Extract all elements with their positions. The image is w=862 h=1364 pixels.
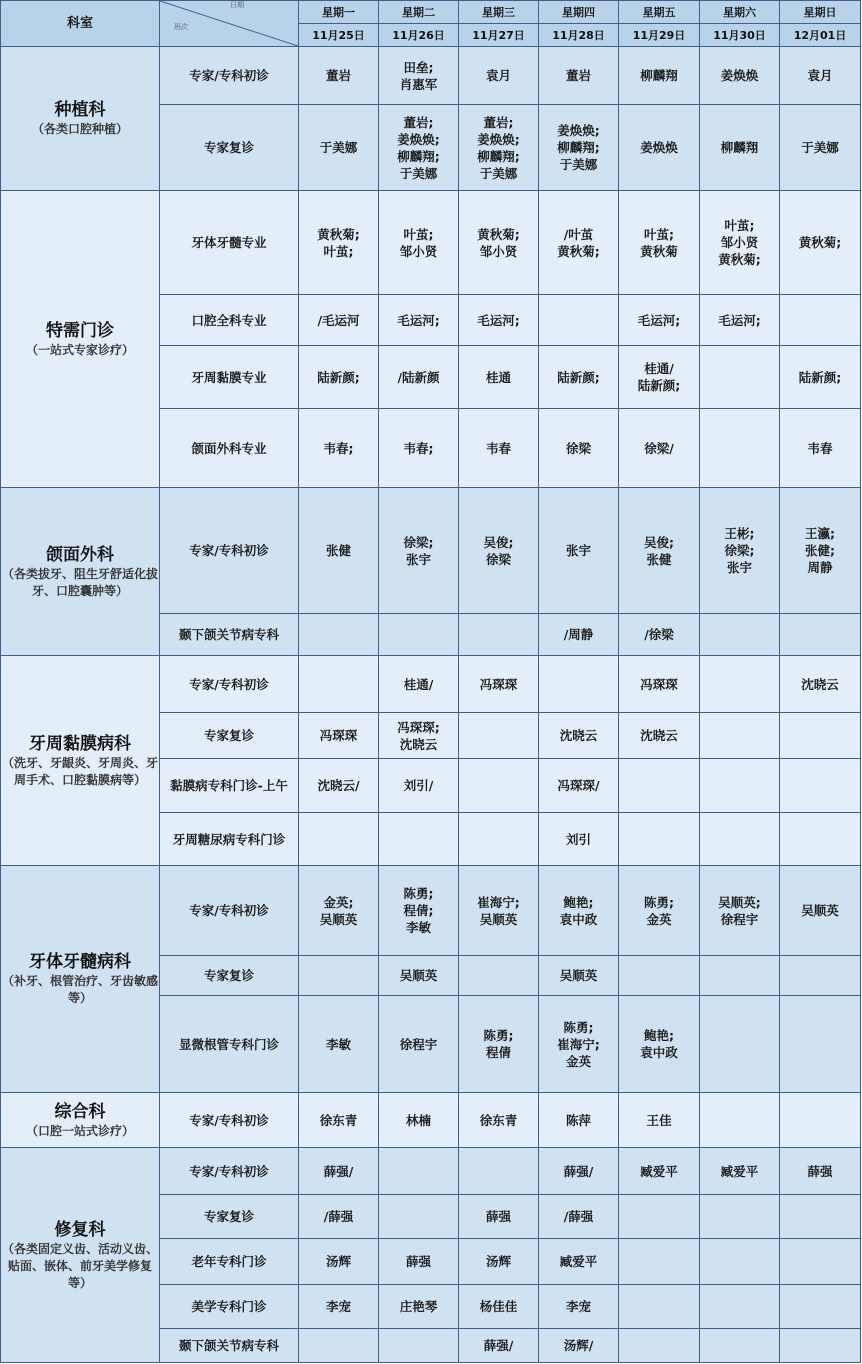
department-cell xyxy=(1,866,160,1093)
department-description: （补牙、根管治疗、牙齿敏感等） xyxy=(2,974,159,1005)
table-header xyxy=(1,1,861,47)
doctor-schedule-cell xyxy=(619,1195,700,1239)
department-cell xyxy=(1,191,160,488)
date-header: 11月28日 xyxy=(539,24,619,47)
dept-column-header: 科室 xyxy=(1,1,160,47)
department-name: 牙体牙髓病科 xyxy=(29,952,131,972)
doctor-schedule-cell: /叶茧 黄秋菊; xyxy=(539,191,619,295)
doctor-schedule-cell: /周静 xyxy=(539,614,619,656)
doctor-schedule-cell xyxy=(459,956,539,996)
doctor-schedule-cell: 徐东青 xyxy=(299,1093,379,1148)
doctor-schedule-cell xyxy=(700,1285,780,1329)
doctor-schedule-cell: 薛强/ xyxy=(299,1148,379,1195)
department-name: 牙周黏膜病科 xyxy=(29,733,131,754)
doctor-schedule-cell: 陈勇; 金英 xyxy=(619,866,700,956)
session-type-cell: 专家/专科初诊 xyxy=(160,866,299,956)
department-description: （口腔一站式诊疗） xyxy=(25,1123,134,1138)
doctor-schedule-cell: 柳麟翔 xyxy=(700,105,780,191)
doctor-schedule-cell: 臧爱平 xyxy=(619,1148,700,1195)
doctor-schedule-cell: 鲍艳; 袁中政 xyxy=(539,866,619,956)
session-type-cell: 专家/专科初诊 xyxy=(160,488,299,614)
doctor-schedule-cell: 李宠 xyxy=(299,1285,379,1329)
doctor-schedule-cell: 黄秋菊; 邹小贤 xyxy=(459,191,539,295)
table-body xyxy=(1,47,861,1363)
doctor-schedule-cell xyxy=(379,813,459,866)
doctor-schedule-cell: 沈晓云 xyxy=(539,713,619,759)
doctor-schedule-cell: 毛运河; xyxy=(459,295,539,346)
doctor-schedule-cell xyxy=(700,1329,780,1363)
doctor-schedule-cell xyxy=(459,614,539,656)
doctor-schedule-cell xyxy=(299,614,379,656)
doctor-schedule-cell xyxy=(619,759,700,813)
department-name: 综合科 xyxy=(54,1101,106,1122)
table-row xyxy=(1,47,861,105)
doctor-schedule-cell xyxy=(700,956,780,996)
doctor-schedule-cell: 庄艳琴 xyxy=(379,1285,459,1329)
doctor-schedule-cell: 于美娜 xyxy=(780,105,861,191)
department-cell xyxy=(1,488,160,656)
doctor-schedule-cell xyxy=(619,1285,700,1329)
doctor-schedule-cell: 黄秋菊; xyxy=(780,191,861,295)
weekday-header: 星期五 xyxy=(619,1,700,24)
session-type-cell: 牙体牙髓专业 xyxy=(160,191,299,295)
date-header: 11月30日 xyxy=(700,24,780,47)
session-type-cell: 口腔全科专业 xyxy=(160,295,299,346)
doctor-schedule-cell: 田垒; 肖惠军 xyxy=(379,47,459,105)
doctor-schedule-cell: 于美娜 xyxy=(299,105,379,191)
doctor-schedule-cell: 汤辉 xyxy=(459,1239,539,1285)
doctor-schedule-cell xyxy=(459,1148,539,1195)
table-row xyxy=(1,866,861,956)
doctor-schedule-cell: 柳麟翔 xyxy=(619,47,700,105)
doctor-schedule-cell: 徐梁; 张宇 xyxy=(379,488,459,614)
doctor-schedule-cell: 汤辉 xyxy=(299,1239,379,1285)
doctor-schedule-cell: 董岩 xyxy=(299,47,379,105)
doctor-schedule-cell: 金英; 吴顺英 xyxy=(299,866,379,956)
doctor-schedule-cell: 董岩; 姜焕焕; 柳麟翔; 于美娜 xyxy=(379,105,459,191)
doctor-schedule-cell: 吴顺英 xyxy=(780,866,861,956)
doctor-schedule-cell: 徐程宇 xyxy=(379,996,459,1093)
doctor-schedule-cell xyxy=(299,813,379,866)
doctor-schedule-cell: 薛强 xyxy=(379,1239,459,1285)
doctor-schedule-cell: /毛运河 xyxy=(299,295,379,346)
doctor-schedule-cell: 王瀛; 张健; 周静 xyxy=(780,488,861,614)
doctor-schedule-cell: 冯琛琛; 沈晓云 xyxy=(379,713,459,759)
session-type-cell: 美学专科门诊 xyxy=(160,1285,299,1329)
doctor-schedule-cell: 叶茧; 邹小贤 黄秋菊; xyxy=(700,191,780,295)
session-type-cell: 牙周糖尿病专科门诊 xyxy=(160,813,299,866)
doctor-schedule-cell xyxy=(299,656,379,713)
doctor-schedule-cell xyxy=(780,1195,861,1239)
doctor-schedule-cell: 沈晓云 xyxy=(780,656,861,713)
doctor-schedule-cell xyxy=(780,956,861,996)
table-row xyxy=(1,488,861,614)
doctor-schedule-cell xyxy=(700,409,780,488)
weekday-header: 星期二 xyxy=(379,1,459,24)
doctor-schedule-cell: 韦春 xyxy=(780,409,861,488)
date-header: 11月26日 xyxy=(379,24,459,47)
doctor-schedule-cell: /薛强 xyxy=(299,1195,379,1239)
doctor-schedule-cell: 韦春; xyxy=(299,409,379,488)
doctor-schedule-cell xyxy=(780,713,861,759)
department-name: 颌面外科 xyxy=(46,544,114,565)
doctor-schedule-cell: 臧爱平 xyxy=(700,1148,780,1195)
doctor-schedule-cell xyxy=(619,1329,700,1363)
doctor-schedule-cell: 汤辉/ xyxy=(539,1329,619,1363)
doctor-schedule-cell: 毛运河; xyxy=(619,295,700,346)
doctor-schedule-cell: 桂通 xyxy=(459,346,539,409)
doctor-schedule-cell xyxy=(700,759,780,813)
doctor-schedule-cell xyxy=(700,996,780,1093)
doctor-schedule-cell xyxy=(459,813,539,866)
doctor-schedule-cell xyxy=(379,1195,459,1239)
doctor-schedule-cell xyxy=(700,346,780,409)
department-name: 修复科 xyxy=(54,1219,106,1240)
doctor-schedule-cell: 张宇 xyxy=(539,488,619,614)
doctor-schedule-cell: 冯琛琛 xyxy=(459,656,539,713)
doctor-schedule-cell xyxy=(700,713,780,759)
doctor-schedule-cell: 姜焕焕 xyxy=(619,105,700,191)
session-type-cell: 专家复诊 xyxy=(160,956,299,996)
doctor-schedule-cell: /薛强 xyxy=(539,1195,619,1239)
doctor-schedule-cell xyxy=(539,656,619,713)
doctor-schedule-cell: 韦春 xyxy=(459,409,539,488)
date-header: 12月01日 xyxy=(780,24,861,47)
doctor-schedule-cell: /徐梁 xyxy=(619,614,700,656)
doctor-schedule-cell: 冯琛琛 xyxy=(619,656,700,713)
doctor-schedule-cell: 桂通/ 陆新颜; xyxy=(619,346,700,409)
doctor-schedule-cell xyxy=(780,996,861,1093)
doctor-schedule-cell xyxy=(780,1285,861,1329)
doctor-schedule-cell: 陈勇; 程倩; 李敏 xyxy=(379,866,459,956)
department-cell xyxy=(1,1093,160,1148)
doctor-schedule-cell: 陆新颜; xyxy=(539,346,619,409)
doctor-schedule-cell: 毛运河; xyxy=(379,295,459,346)
doctor-schedule-cell xyxy=(619,956,700,996)
doctor-schedule-cell: 黄秋菊; 叶茧; xyxy=(299,191,379,295)
department-name: 种植科 xyxy=(54,100,106,120)
session-type-cell: 专家/专科初诊 xyxy=(160,1148,299,1195)
department-cell xyxy=(1,47,160,191)
doctor-schedule-cell: 姜焕焕 xyxy=(700,47,780,105)
session-type-cell: 专家复诊 xyxy=(160,1195,299,1239)
doctor-schedule-cell: 薛强 xyxy=(780,1148,861,1195)
doctor-schedule-cell xyxy=(780,614,861,656)
date-header: 11月29日 xyxy=(619,24,700,47)
doctor-schedule-cell: 张健 xyxy=(299,488,379,614)
weekday-header: 星期四 xyxy=(539,1,619,24)
doctor-schedule-cell: 刘引 xyxy=(539,813,619,866)
doctor-schedule-cell: 陈勇; 程倩 xyxy=(459,996,539,1093)
doctor-schedule-cell: 董岩; 姜焕焕; 柳麟翔; 于美娜 xyxy=(459,105,539,191)
session-type-cell: 老年专科门诊 xyxy=(160,1239,299,1285)
session-type-cell: 显微根管专科门诊 xyxy=(160,996,299,1093)
doctor-schedule-cell: 杨佳佳 xyxy=(459,1285,539,1329)
session-type-cell: 黏膜病专科门诊-上午 xyxy=(160,759,299,813)
doctor-schedule-cell xyxy=(700,1239,780,1285)
corner-header xyxy=(160,1,299,47)
doctor-schedule-cell xyxy=(700,813,780,866)
doctor-schedule-cell: 李宠 xyxy=(539,1285,619,1329)
department-cell xyxy=(1,656,160,866)
doctor-schedule-cell: 王佳 xyxy=(619,1093,700,1148)
doctor-schedule-cell: 刘引/ xyxy=(379,759,459,813)
session-type-cell: 颌面外科专业 xyxy=(160,409,299,488)
doctor-schedule-cell xyxy=(379,1329,459,1363)
table-row xyxy=(1,191,861,295)
doctor-schedule-cell: 沈晓云 xyxy=(619,713,700,759)
doctor-schedule-cell: 徐梁 xyxy=(539,409,619,488)
doctor-schedule-cell xyxy=(299,1329,379,1363)
department-name: 特需门诊 xyxy=(46,320,114,341)
department-description: （各类拔牙、阻生牙舒适化拔牙、口腔囊肿等） xyxy=(2,566,159,598)
doctor-schedule-cell xyxy=(780,759,861,813)
session-type-cell: 专家复诊 xyxy=(160,105,299,191)
doctor-schedule-cell xyxy=(379,1148,459,1195)
doctor-schedule-cell: 袁月 xyxy=(459,47,539,105)
doctor-schedule-cell: 吴俊; 张健 xyxy=(619,488,700,614)
table-row xyxy=(1,1148,861,1195)
doctor-schedule-cell xyxy=(619,813,700,866)
department-description: （洗牙、牙龈炎、牙周炎、牙周手术、口腔黏膜病等） xyxy=(2,755,159,787)
doctor-schedule-cell: 吴顺英 xyxy=(379,956,459,996)
doctor-schedule-cell: 叶茧; 邹小贤 xyxy=(379,191,459,295)
doctor-schedule-cell: 陈萍 xyxy=(539,1093,619,1148)
shift-corner-label: 班次 xyxy=(174,23,188,31)
doctor-schedule-cell: 韦春; xyxy=(379,409,459,488)
doctor-schedule-cell: 桂通/ xyxy=(379,656,459,713)
doctor-schedule-cell xyxy=(780,1093,861,1148)
doctor-schedule-cell: 吴俊; 徐梁 xyxy=(459,488,539,614)
doctor-schedule-cell: 李敏 xyxy=(299,996,379,1093)
doctor-schedule-cell: 叶茧; 黄秋菊 xyxy=(619,191,700,295)
table-row xyxy=(1,656,861,713)
doctor-schedule-cell: 徐东青 xyxy=(459,1093,539,1148)
session-type-cell: 牙周黏膜专业 xyxy=(160,346,299,409)
doctor-schedule-cell: 沈晓云/ xyxy=(299,759,379,813)
weekday-header: 星期六 xyxy=(700,1,780,24)
doctor-schedule-cell xyxy=(619,1239,700,1285)
department-description: （一站式专家诊疗） xyxy=(25,342,134,357)
doctor-schedule-cell: 林楠 xyxy=(379,1093,459,1148)
department-description: （各类固定义齿、活动义齿、贴面、嵌体、前牙美学修复等） xyxy=(2,1241,159,1290)
doctor-schedule-cell xyxy=(700,656,780,713)
doctor-schedule-cell: 袁月 xyxy=(780,47,861,105)
date-header: 11月27日 xyxy=(459,24,539,47)
doctor-schedule-cell xyxy=(780,295,861,346)
doctor-schedule-cell: 吴顺英; 徐程宇 xyxy=(700,866,780,956)
doctor-schedule-cell xyxy=(780,1239,861,1285)
doctor-schedule-cell: 薛强 xyxy=(459,1195,539,1239)
doctor-schedule-cell: 冯琛琛 xyxy=(299,713,379,759)
table-row xyxy=(1,1093,861,1148)
doctor-schedule-cell: 陆新颜; xyxy=(299,346,379,409)
doctor-schedule-cell: 董岩 xyxy=(539,47,619,105)
doctor-schedule-cell: 崔海宁; 吴顺英 xyxy=(459,866,539,956)
session-type-cell: 颞下颌关节病专科 xyxy=(160,1329,299,1363)
session-type-cell: 专家/专科初诊 xyxy=(160,47,299,105)
date-header: 11月25日 xyxy=(299,24,379,47)
doctor-schedule-cell: 臧爱平 xyxy=(539,1239,619,1285)
doctor-schedule-cell xyxy=(700,614,780,656)
session-type-cell: 颞下颌关节病专科 xyxy=(160,614,299,656)
weekday-header: 星期日 xyxy=(780,1,861,24)
doctor-schedule-cell xyxy=(539,295,619,346)
doctor-schedule-cell: 毛运河; xyxy=(700,295,780,346)
session-type-cell: 专家复诊 xyxy=(160,713,299,759)
doctor-schedule-cell: 薛强/ xyxy=(459,1329,539,1363)
doctor-schedule-cell: 姜焕焕; 柳麟翔; 于美娜 xyxy=(539,105,619,191)
doctor-schedule-cell: 陆新颜; xyxy=(780,346,861,409)
doctor-schedule-cell xyxy=(379,614,459,656)
weekday-header: 星期一 xyxy=(299,1,379,24)
doctor-schedule-cell: 陈勇; 崔海宁; 金英 xyxy=(539,996,619,1093)
doctor-schedule-cell xyxy=(299,956,379,996)
doctor-schedule-cell xyxy=(700,1195,780,1239)
doctor-schedule-cell: 冯琛琛/ xyxy=(539,759,619,813)
doctor-schedule-cell: 薛强/ xyxy=(539,1148,619,1195)
doctor-schedule-cell: 鲍艳; 袁中政 xyxy=(619,996,700,1093)
doctor-schedule-cell: 吴顺英 xyxy=(539,956,619,996)
doctor-schedule-cell: 徐梁/ xyxy=(619,409,700,488)
session-type-cell: 专家/专科初诊 xyxy=(160,656,299,713)
doctor-schedule-cell xyxy=(780,1329,861,1363)
doctor-schedule-cell xyxy=(780,813,861,866)
department-description: （各类口腔种植） xyxy=(31,122,128,136)
doctor-schedule-cell xyxy=(700,1093,780,1148)
doctor-schedule-cell xyxy=(459,759,539,813)
doctor-schedule-cell: /陆新颜 xyxy=(379,346,459,409)
department-cell xyxy=(1,1148,160,1363)
weekday-header: 星期三 xyxy=(459,1,539,24)
date-corner-label: 日期 xyxy=(230,1,244,9)
session-type-cell: 专家/专科初诊 xyxy=(160,1093,299,1148)
doctor-schedule-cell: 王彬; 徐梁; 张宇 xyxy=(700,488,780,614)
doctor-schedule-cell xyxy=(459,713,539,759)
